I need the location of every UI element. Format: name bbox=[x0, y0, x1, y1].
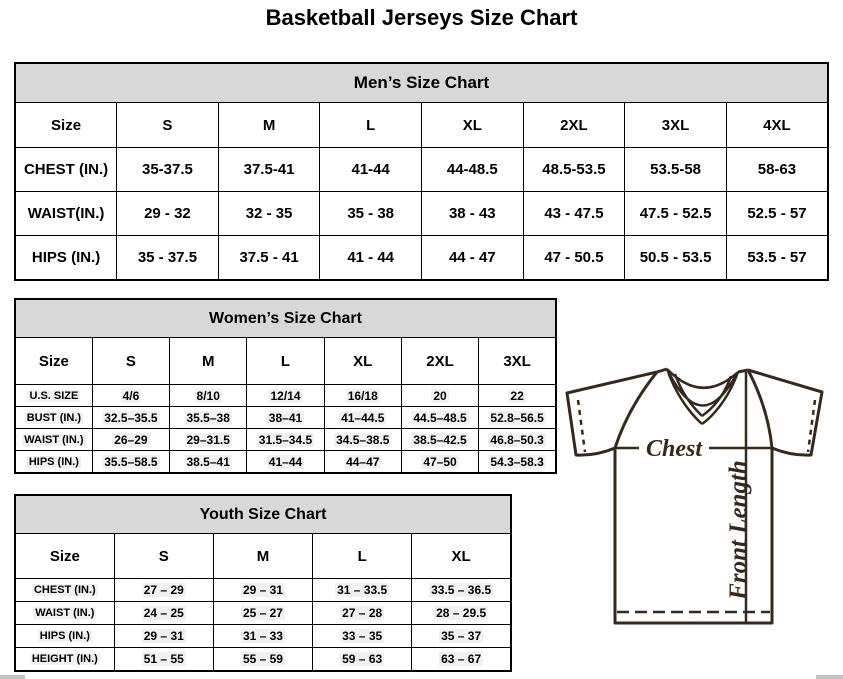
womens-col-3xl: 3XL bbox=[479, 338, 556, 385]
row-label: HIPS (IN.) bbox=[15, 625, 114, 648]
cell: 34.5–38.5 bbox=[324, 429, 401, 451]
mens-col-m: M bbox=[218, 103, 320, 148]
cell: 59 – 63 bbox=[313, 648, 412, 672]
cell: 22 bbox=[479, 385, 556, 407]
cell: 53.5 - 57 bbox=[726, 236, 828, 281]
cell: 29 – 31 bbox=[213, 579, 312, 602]
womens-header-row bbox=[15, 338, 556, 385]
row-label: WAIST (IN.) bbox=[15, 602, 114, 625]
cell: 53.5-58 bbox=[625, 148, 727, 192]
youth-chest-row bbox=[15, 579, 511, 602]
cell: 47–50 bbox=[401, 451, 478, 474]
cell: 28 – 29.5 bbox=[412, 602, 511, 625]
cell: 27 – 29 bbox=[114, 579, 213, 602]
cell: 8/10 bbox=[170, 385, 247, 407]
mens-col-size: Size bbox=[15, 103, 117, 148]
cell: 46.8–50.3 bbox=[479, 429, 556, 451]
cell: 31 – 33.5 bbox=[313, 579, 412, 602]
jersey-collar bbox=[667, 369, 738, 424]
womens-waist-row bbox=[15, 429, 556, 451]
cell: 52.5 - 57 bbox=[726, 192, 828, 236]
mens-chest-row bbox=[15, 148, 828, 192]
cell: 54.3–58.3 bbox=[479, 451, 556, 474]
cell: 38 - 43 bbox=[422, 192, 524, 236]
womens-chart-title: Women’s Size Chart bbox=[15, 299, 556, 338]
cell: 41–44.5 bbox=[324, 407, 401, 429]
cell: 16/18 bbox=[324, 385, 401, 407]
front-length-label: Front Length bbox=[725, 460, 752, 600]
mens-waist-row bbox=[15, 192, 828, 236]
womens-col-s: S bbox=[92, 338, 169, 385]
cell: 41 - 44 bbox=[320, 236, 422, 281]
cell: 37.5 - 41 bbox=[218, 236, 320, 281]
cell: 41–44 bbox=[247, 451, 324, 474]
mens-size-chart-table bbox=[14, 62, 829, 281]
row-label: CHEST (IN.) bbox=[15, 579, 114, 602]
jersey-measurement-diagram bbox=[556, 360, 843, 650]
cell: 52.8–56.5 bbox=[479, 407, 556, 429]
cell: 35 - 37.5 bbox=[117, 236, 219, 281]
cell: 51 – 55 bbox=[114, 648, 213, 672]
cell: 44.5–48.5 bbox=[401, 407, 478, 429]
cell: 41-44 bbox=[320, 148, 422, 192]
cell: 27 – 28 bbox=[313, 602, 412, 625]
cell: 35 - 38 bbox=[320, 192, 422, 236]
mens-col-4xl: 4XL bbox=[726, 103, 828, 148]
page-title: Basketball Jerseys Size Chart bbox=[265, 5, 578, 30]
youth-size-chart-table bbox=[14, 494, 512, 672]
womens-ussize-row bbox=[15, 385, 556, 407]
cell: 44-48.5 bbox=[422, 148, 524, 192]
row-label: HIPS (IN.) bbox=[15, 451, 92, 474]
womens-col-xl: XL bbox=[324, 338, 401, 385]
cell: 32 - 35 bbox=[218, 192, 320, 236]
cell: 58-63 bbox=[726, 148, 828, 192]
row-label: BUST (IN.) bbox=[15, 407, 92, 429]
womens-hips-row bbox=[15, 451, 556, 474]
youth-header-row bbox=[15, 534, 511, 579]
cell: 55 – 59 bbox=[213, 648, 312, 672]
cell: 31.5–34.5 bbox=[247, 429, 324, 451]
cell: 44 - 47 bbox=[422, 236, 524, 281]
row-label: WAIST(IN.) bbox=[15, 192, 117, 236]
cell: 47.5 - 52.5 bbox=[625, 192, 727, 236]
cell: 38.5–41 bbox=[170, 451, 247, 474]
horizontal-scrollbar-right-piece[interactable] bbox=[816, 675, 843, 679]
cell: 63 – 67 bbox=[412, 648, 511, 672]
cell: 35.5–58.5 bbox=[92, 451, 169, 474]
mens-col-3xl: 3XL bbox=[625, 103, 727, 148]
mens-col-l: L bbox=[320, 103, 422, 148]
row-label: HEIGHT (IN.) bbox=[15, 648, 114, 672]
mens-hips-row bbox=[15, 236, 828, 281]
cell: 12/14 bbox=[247, 385, 324, 407]
womens-size-chart-table bbox=[14, 298, 557, 474]
cell: 44–47 bbox=[324, 451, 401, 474]
cell: 38.5–42.5 bbox=[401, 429, 478, 451]
womens-col-2xl: 2XL bbox=[401, 338, 478, 385]
mens-col-2xl: 2XL bbox=[523, 103, 625, 148]
cell: 47 - 50.5 bbox=[523, 236, 625, 281]
youth-hips-row bbox=[15, 625, 511, 648]
cell: 35 – 37 bbox=[412, 625, 511, 648]
horizontal-scrollbar-left-piece[interactable] bbox=[0, 675, 25, 679]
cell: 29 – 31 bbox=[114, 625, 213, 648]
youth-height-row bbox=[15, 648, 511, 672]
mens-col-s: S bbox=[117, 103, 219, 148]
row-label: HIPS (IN.) bbox=[15, 236, 117, 281]
cell: 48.5-53.5 bbox=[523, 148, 625, 192]
cell: 35-37.5 bbox=[117, 148, 219, 192]
cell: 29 - 32 bbox=[117, 192, 219, 236]
womens-bust-row bbox=[15, 407, 556, 429]
youth-col-s: S bbox=[114, 534, 213, 579]
womens-col-size: Size bbox=[15, 338, 92, 385]
cell: 26–29 bbox=[92, 429, 169, 451]
youth-col-l: L bbox=[313, 534, 412, 579]
cell: 25 – 27 bbox=[213, 602, 312, 625]
cell: 31 – 33 bbox=[213, 625, 312, 648]
youth-waist-row bbox=[15, 602, 511, 625]
cell: 35.5–38 bbox=[170, 407, 247, 429]
cell: 29–31.5 bbox=[170, 429, 247, 451]
chest-label: Chest bbox=[645, 436, 703, 462]
row-label: CHEST (IN.) bbox=[15, 148, 117, 192]
youth-col-m: M bbox=[213, 534, 312, 579]
mens-col-xl: XL bbox=[422, 103, 524, 148]
row-label: WAIST (IN.) bbox=[15, 429, 92, 451]
cell: 50.5 - 53.5 bbox=[625, 236, 727, 281]
womens-col-m: M bbox=[170, 338, 247, 385]
cell: 43 - 47.5 bbox=[523, 192, 625, 236]
cell: 24 – 25 bbox=[114, 602, 213, 625]
cell: 38–41 bbox=[247, 407, 324, 429]
youth-col-size: Size bbox=[15, 534, 114, 579]
cell: 33.5 – 36.5 bbox=[412, 579, 511, 602]
row-label: U.S. SIZE bbox=[15, 385, 92, 407]
cell: 33 – 35 bbox=[313, 625, 412, 648]
mens-chart-title: Men’s Size Chart bbox=[15, 63, 828, 103]
youth-col-xl: XL bbox=[412, 534, 511, 579]
womens-col-l: L bbox=[247, 338, 324, 385]
youth-chart-title: Youth Size Chart bbox=[15, 495, 511, 534]
cell: 20 bbox=[401, 385, 478, 407]
cell: 37.5-41 bbox=[218, 148, 320, 192]
cell: 4/6 bbox=[92, 385, 169, 407]
mens-header-row bbox=[15, 103, 828, 148]
cell: 32.5–35.5 bbox=[92, 407, 169, 429]
